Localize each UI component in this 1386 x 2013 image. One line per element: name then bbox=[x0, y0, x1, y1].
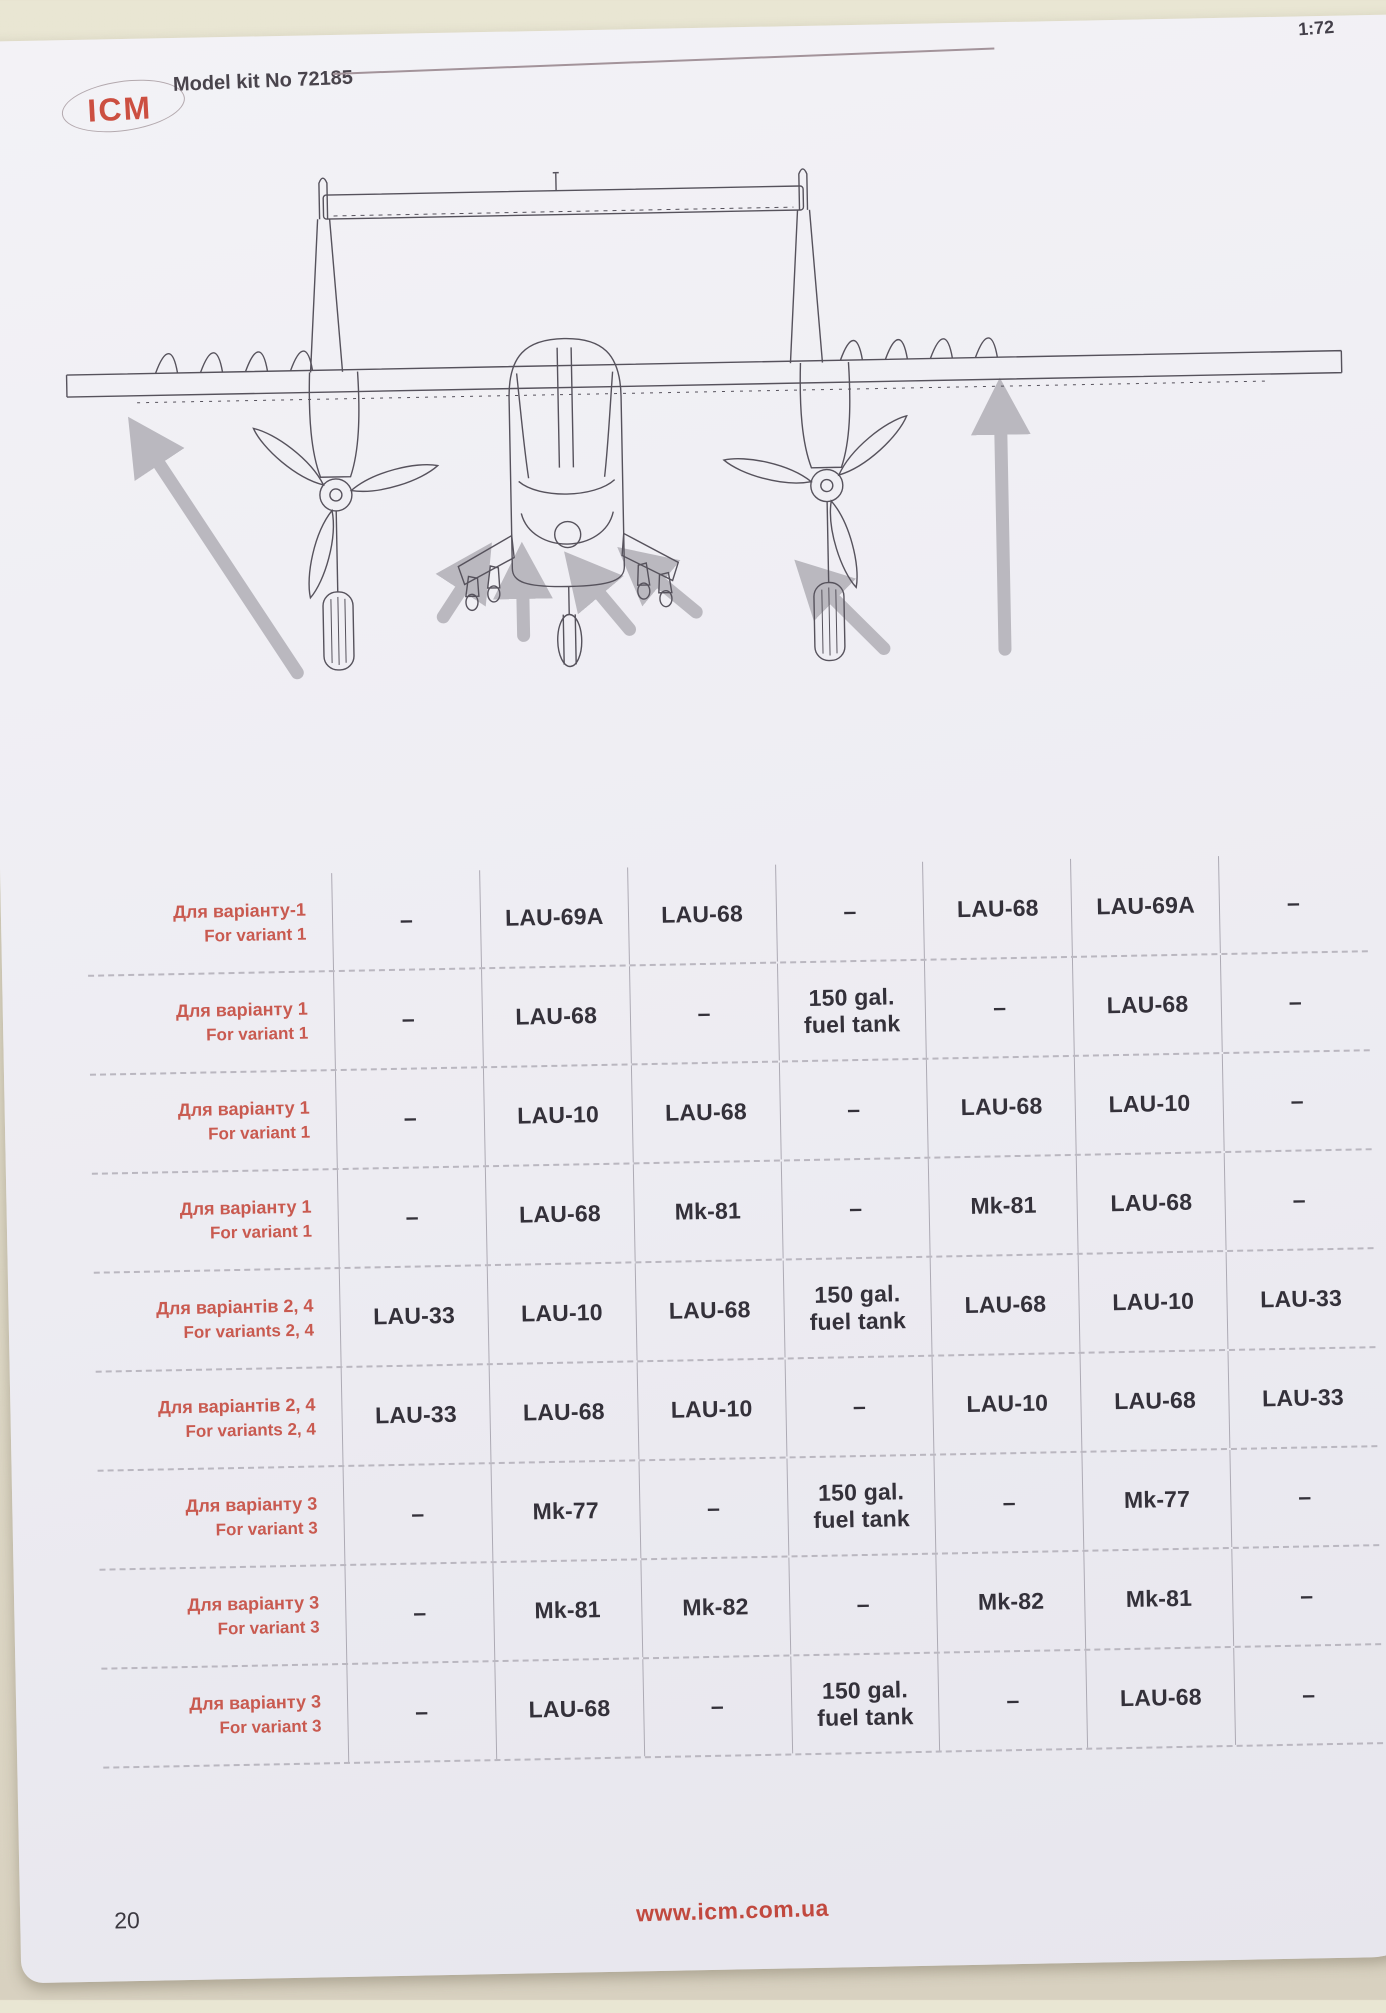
row-label bbox=[96, 1368, 343, 1470]
loadout-cell: 150 gal. fuel tank bbox=[777, 961, 927, 1061]
row-label bbox=[92, 1170, 339, 1272]
loadout-cell: Mk-81 bbox=[492, 1560, 642, 1660]
loadout-cell: LAU-33 bbox=[1226, 1249, 1376, 1349]
loadout-cell: LAU-68 bbox=[930, 1255, 1080, 1355]
arrow-sponson-right-outer bbox=[815, 578, 884, 649]
loadout-cell: – bbox=[788, 1555, 938, 1655]
loadout-cell: LAU-68 bbox=[1086, 1648, 1236, 1748]
loadout-cell: – bbox=[938, 1651, 1088, 1751]
row-label bbox=[98, 1467, 345, 1569]
row-label-en: For variant 3 bbox=[219, 1716, 322, 1738]
arrow-centerline bbox=[582, 572, 629, 630]
loadout-cell: LAU-69A bbox=[479, 867, 629, 967]
loadout-cell: LAU-69A bbox=[1070, 856, 1220, 956]
loadout-cell: LAU-68 bbox=[485, 1164, 635, 1264]
aircraft-front-view-drawing bbox=[53, 147, 1359, 747]
loadout-cell: LAU-68 bbox=[494, 1659, 644, 1759]
loadout-cell: – bbox=[1220, 952, 1370, 1052]
row-label bbox=[100, 1566, 347, 1668]
row-label bbox=[94, 1269, 341, 1371]
loadout-cell: LAU-33 bbox=[341, 1365, 491, 1465]
arrow-sponson-left-outer bbox=[442, 566, 477, 617]
loadout-cell: LAU-68 bbox=[926, 1057, 1076, 1157]
row-label-ua: Для варіанту 1 bbox=[177, 1097, 310, 1121]
loadout-cell: – bbox=[333, 969, 483, 1069]
row-label bbox=[88, 972, 335, 1074]
loadout-cell: 150 gal. fuel tank bbox=[782, 1258, 932, 1358]
loadout-cell: – bbox=[1222, 1051, 1372, 1151]
loadout-cell: LAU-10 bbox=[1078, 1252, 1228, 1352]
page-number: 20 bbox=[113, 1906, 141, 1934]
loadout-cell: LAU-10 bbox=[487, 1263, 637, 1363]
loadout-table bbox=[86, 853, 1383, 1768]
loadout-cell: LAU-33 bbox=[1228, 1348, 1378, 1448]
loadout-cell: LAU-10 bbox=[483, 1065, 633, 1165]
row-label-ua: Для варіанту 3 bbox=[189, 1691, 322, 1715]
station-arrows bbox=[143, 406, 1005, 675]
loadout-cell: LAU-68 bbox=[1080, 1351, 1230, 1451]
loadout-cell: – bbox=[337, 1167, 487, 1267]
row-label-ua: Для варіанту 3 bbox=[187, 1592, 320, 1616]
row-label-en: For variant 1 bbox=[206, 1023, 309, 1045]
loadout-cell: – bbox=[778, 1060, 928, 1160]
loadout-cell: LAU-33 bbox=[339, 1266, 489, 1366]
loadout-cell: – bbox=[344, 1563, 494, 1663]
loadout-cell: – bbox=[335, 1068, 485, 1168]
row-label-en: For variant 1 bbox=[209, 1221, 313, 1243]
loadout-cell: LAU-68 bbox=[1072, 955, 1222, 1055]
loadout-cell: LAU-68 bbox=[627, 865, 777, 965]
loadout-cell: – bbox=[642, 1656, 792, 1756]
row-label-en: For variant 1 bbox=[207, 1122, 311, 1144]
arrow-right-wing bbox=[1000, 406, 1005, 649]
loadout-cell: LAU-68 bbox=[634, 1261, 784, 1361]
loadout-cell: Mk-82 bbox=[640, 1557, 790, 1657]
row-label-en: For variant 3 bbox=[217, 1617, 320, 1639]
loadout-cell: LAU-10 bbox=[636, 1360, 786, 1460]
loadout-cell: – bbox=[1233, 1645, 1383, 1745]
loadout-cell: Mk-81 bbox=[1084, 1549, 1234, 1649]
row-label-ua: Для варіантів 2, 4 bbox=[157, 1394, 316, 1418]
loadout-cell: LAU-68 bbox=[922, 859, 1072, 959]
scale-label: 1:72 bbox=[1297, 16, 1335, 40]
loadout-cell: – bbox=[331, 870, 481, 970]
instruction-page bbox=[0, 14, 1386, 1983]
website-link: www.icm.com.ua bbox=[635, 1894, 830, 1927]
loadout-cell: – bbox=[784, 1357, 934, 1457]
row-label-ua: Для варіанту 3 bbox=[185, 1493, 318, 1517]
arrow-left-wing bbox=[144, 438, 297, 676]
arrow-sponson-left-inner bbox=[522, 570, 523, 635]
row-label-ua: Для варіанту-1 bbox=[172, 899, 307, 923]
row-label-en: For variants 2, 4 bbox=[185, 1419, 317, 1442]
loadout-cell: – bbox=[1218, 853, 1368, 953]
loadout-cell: Mk-77 bbox=[490, 1461, 640, 1561]
row-label-en: For variants 2, 4 bbox=[183, 1320, 315, 1343]
loadout-cell: LAU-68 bbox=[481, 966, 631, 1066]
icm-logo: ICM bbox=[86, 89, 154, 129]
row-label-en: For variant 1 bbox=[204, 924, 307, 946]
loadout-cell: 150 gal. fuel tank bbox=[790, 1654, 940, 1754]
loadout-cell: – bbox=[934, 1453, 1084, 1553]
loadout-cell: LAU-68 bbox=[1076, 1153, 1226, 1253]
loadout-cell: Mk-81 bbox=[928, 1156, 1078, 1256]
loadout-cell: 150 gal. fuel tank bbox=[786, 1456, 936, 1556]
loadout-cell: Mk-82 bbox=[936, 1552, 1086, 1652]
row-label-ua: Для варіантів 2, 4 bbox=[155, 1295, 314, 1319]
loadout-cell: LAU-10 bbox=[1074, 1054, 1224, 1154]
loadout-cell: – bbox=[638, 1458, 788, 1558]
loadout-cell: – bbox=[780, 1159, 930, 1259]
row-label bbox=[86, 873, 333, 975]
loadout-cell: – bbox=[1230, 1447, 1380, 1547]
loadout-cell: – bbox=[629, 964, 779, 1064]
loadout-cell: Mk-81 bbox=[633, 1162, 783, 1262]
loadout-cell: – bbox=[343, 1464, 493, 1564]
row-label-en: For variant 3 bbox=[215, 1518, 318, 1540]
header-rule bbox=[333, 48, 995, 75]
loadout-cell: – bbox=[924, 958, 1074, 1058]
loadout-cell: LAU-68 bbox=[488, 1362, 638, 1462]
loadout-cell: LAU-10 bbox=[932, 1354, 1082, 1454]
row-label-ua: Для варіанту 1 bbox=[175, 998, 308, 1022]
row-label bbox=[101, 1665, 348, 1767]
row-label bbox=[90, 1071, 337, 1173]
loadout-cell: – bbox=[1224, 1150, 1374, 1250]
loadout-cell: – bbox=[1231, 1546, 1381, 1646]
loadout-cell: – bbox=[346, 1662, 496, 1762]
row-label-ua: Для варіанту 1 bbox=[179, 1196, 312, 1220]
loadout-cell: – bbox=[775, 862, 925, 962]
loadout-cell: LAU-68 bbox=[631, 1063, 781, 1163]
loadout-cell: Mk-77 bbox=[1082, 1450, 1232, 1550]
kit-number: Model kit No 72185 bbox=[172, 66, 354, 96]
